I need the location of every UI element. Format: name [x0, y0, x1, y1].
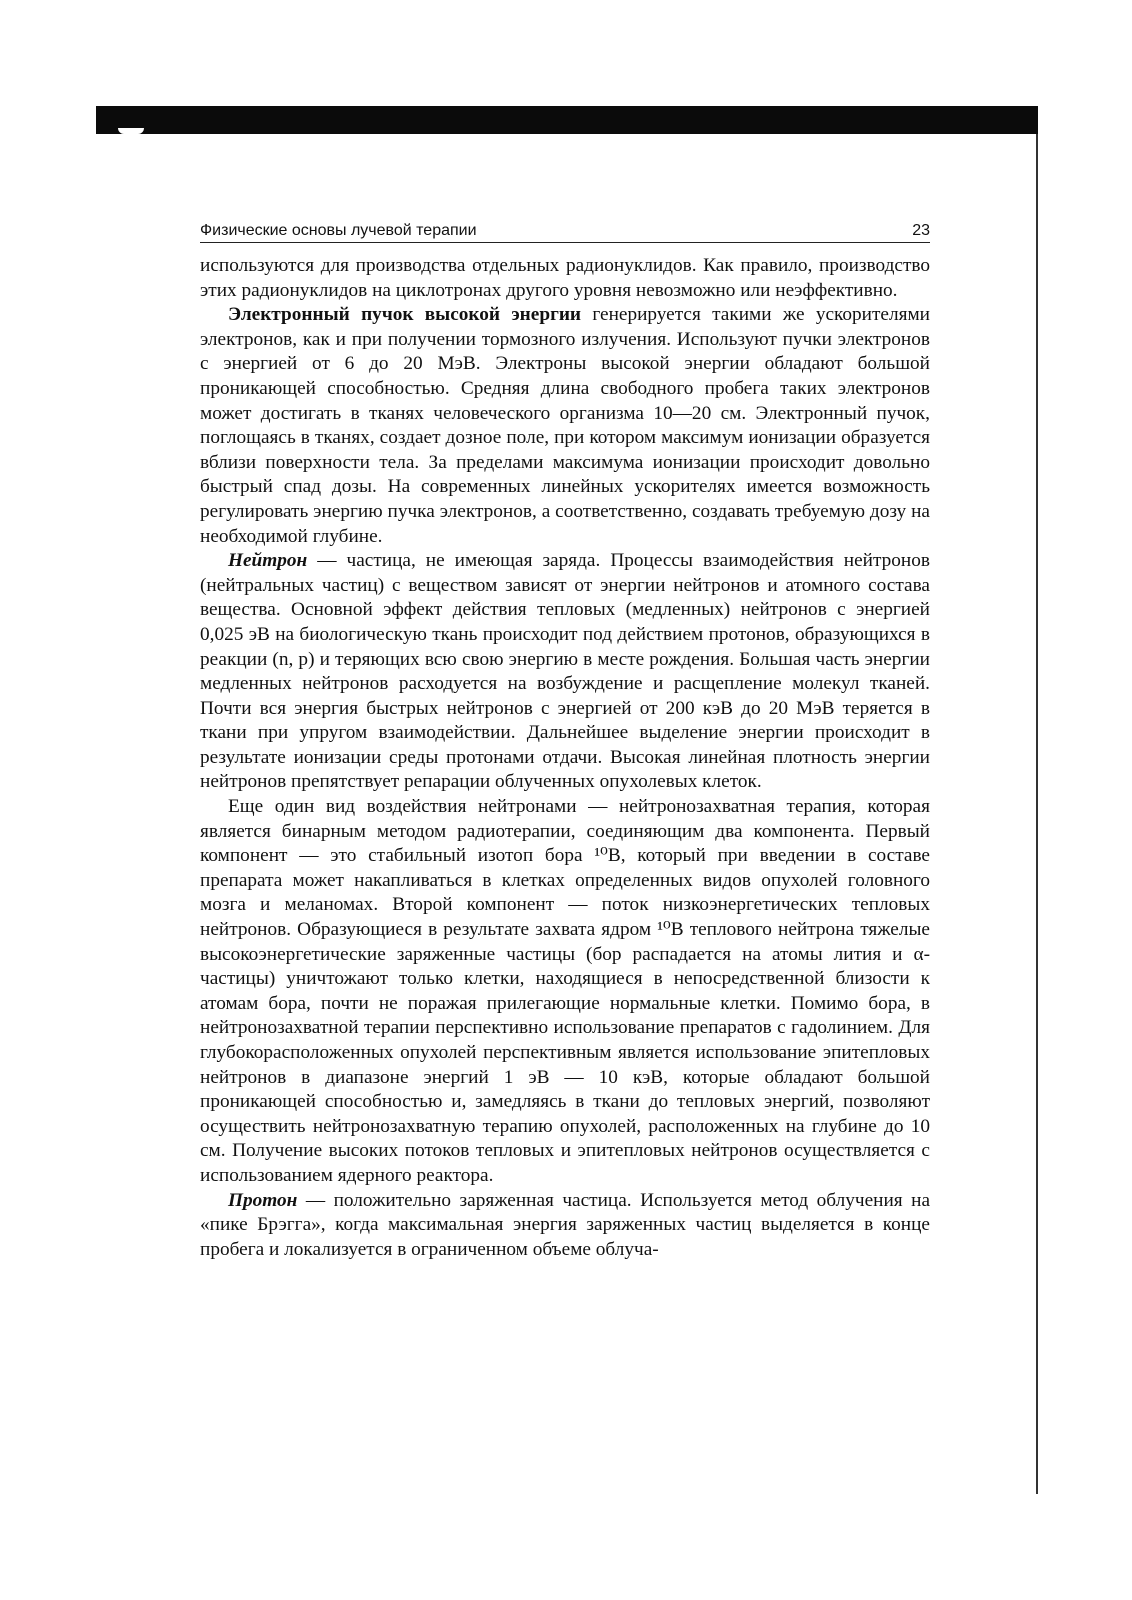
top-black-bar [96, 106, 1038, 134]
body-text [200, 254, 930, 1262]
paragraph-electron-beam [200, 303, 930, 549]
term-proton: Протон [228, 1189, 298, 1211]
term-electron-beam: Электронный пучок высокой энергии [228, 304, 582, 326]
paragraph-neutron [200, 549, 930, 795]
paragraph-proton [200, 1189, 930, 1263]
top-bar-notch [118, 128, 144, 134]
paragraph-text: — положительно заряженная частица. Используется метод облучения на «пике Брэгга», когда максимальная энергия заряженных частиц выделяется в конце пробега и локализуется в ограниченном объеме облуча- [200, 1189, 930, 1260]
running-header-title: Физические основы лучевой терапии [200, 222, 477, 239]
paragraph-text: генерируется такими же ускорителями электронов, как и при получении тормозного излучения. Используют пучки электронов с энергией от 6 до 20 МэВ. Электроны высокой энергии обладают большой проникающей способностью. Средняя длина свободного пробега таких электронов может достигать в тканях человеческого организма 10—20 см. Электронный пучок, поглощаясь в тканях, создает дозное поле, при котором максимум ионизации образуется вблизи поверхности тела. За пределами максимума ионизации происходит довольно быстрый спад дозы. На современных линейных ускорителях имеется возможность регулировать энергию пучка электронов, а соответственно, создавать требуемую дозу на необходимой глубине. [200, 304, 930, 547]
paragraph-neutron-capture [200, 795, 930, 1189]
paragraph-text: — частица, не имеющая заряда. Процессы взаимодействия нейтронов (нейтральных частиц) с веществом зависят от энергии нейтронов и атомного состава вещества. Основной эффект действия тепловых (медленных) нейтронов с энергией 0,025 эВ на биологическую ткань происходит под действием протонов, образующихся в реакции (n, p) и теряющих всю свою энергию в месте рождения. Большая часть энергии медленных нейтронов расходуется на возбуждение и расщепление молекул тканей. Почти вся энергия быстрых нейтронов с энергией от 200 кэВ до 20 МэВ теряется в ткани при упругом взаимодействии. Дальнейшее выделение энергии происходит в результате ионизации среды протонами отдачи. Высокая линейная плотность энергии нейтронов препятствует репарации облученных опухолевых клеток. [200, 550, 930, 793]
paragraph-text: Еще один вид воздействия нейтронами — нейтронозахватная терапия, которая является бинарным методом радиотерапии, соединяющим два компонента. Первый компонент — это стабильный изотоп бора ¹⁰B, который при введении в составе препарата может накапливаться в клетках определенных видов опухолей головного мозга и меланомах. Второй компонент — поток низкоэнергетических тепловых нейтронов. Образующиеся в результате захвата ядром ¹⁰B теплового нейтрона тяжелые высокоэнергетические заряженные частицы (бор распадается на атомы лития и α-частицы) уничтожают только клетки, находящиеся в непосредственной близости к атомам бора, почти не поражая прилегающие нормальные клетки. Помимо бора, в нейтронозахватной терапии перспективно использование препаратов с гадолинием. Для глубокорасположенных опухолей перспективным является использование эпитепловых нейтронов в диапазоне энергий 1 эВ — 10 кэВ, которые обладают большой проникающей способностью и, замедляясь в ткани до тепловых энергий, позволяют осуществить нейтронозахватную терапию опухолей, расположенных на глубине до 10 см. Получение высоких потоков тепловых и эпитепловых нейтронов осуществляется с использованием ядерного реактора. [200, 796, 930, 1186]
page-right-edge-line [1036, 134, 1038, 1494]
paragraph-text: используются для производства отдельных радионуклидов. Как правило, производство этих радионуклидов на циклотронах другого уровня невозможно или неэффективно. [200, 255, 930, 301]
running-header [200, 222, 930, 243]
page-number: 23 [912, 222, 930, 239]
paragraph-continuation [200, 254, 930, 303]
term-neutron: Нейтрон [228, 550, 308, 572]
